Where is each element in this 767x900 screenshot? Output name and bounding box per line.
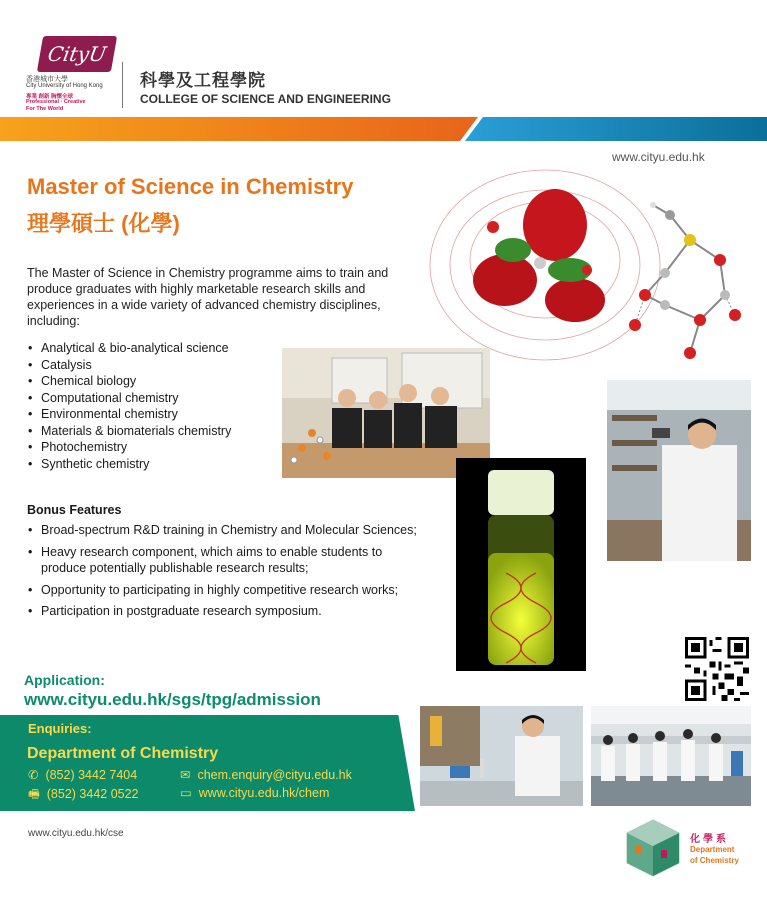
fax-number: (852) 3442 0522 <box>46 787 139 801</box>
web-icon: ▭ <box>180 786 192 800</box>
list-item: • Broad-spectrum R&D training in Chemistry and Molecular Sciences; <box>41 522 427 539</box>
fax-contact <box>28 785 139 806</box>
web-contact[interactable] <box>180 785 329 800</box>
email-contact[interactable] <box>180 767 352 782</box>
dept-name-cn: 化學系 <box>690 834 729 845</box>
bonus-heading: Bonus Features <box>27 503 122 517</box>
fluorescent-vial-photo <box>456 458 586 671</box>
application-heading: Application: <box>24 672 105 688</box>
programme-intro: The Master of Science in Chemistry programme aims to train and produce graduates with highly marketable research skills and experiences in a wide variety of advanced chemistry disciplines, including: <box>27 266 389 328</box>
dept-logo-icon <box>625 818 681 878</box>
phone-icon: ✆ <box>28 768 39 782</box>
list-item: • Computational chemistry <box>41 390 287 407</box>
email-icon: ✉ <box>180 768 191 782</box>
logo-tagline-cn: 專業 創新 胸懷全球 <box>26 94 74 100</box>
list-item: • Heavy research component, which aims to enable students to produce potentially publishable research results; <box>41 544 427 577</box>
molecule-illustration <box>425 155 760 370</box>
qr-code-icon[interactable] <box>685 637 749 701</box>
phone-contact[interactable] <box>28 767 137 782</box>
lab-experiment-photo <box>420 706 583 806</box>
cityu-logo: CityU <box>37 36 117 72</box>
list-item: • Materials & biomaterials chemistry <box>41 423 287 440</box>
college-name-cn: 科學及工程學院 <box>140 71 266 90</box>
college-name-en: COLLEGE OF SCIENCE AND ENGINEERING <box>140 92 391 106</box>
programme-title-cn: 理學碩士 (化學) <box>27 211 180 236</box>
enquiries-heading: Enquiries: <box>28 721 92 736</box>
list-item: • Opportunity to participating in highly competitive research works; <box>41 582 427 599</box>
application-url-link[interactable]: www.cityu.edu.hk/sgs/tpg/admission <box>24 690 321 709</box>
specialisation-list <box>27 340 287 472</box>
header-divider <box>122 62 123 108</box>
email-address: chem.enquiry@cityu.edu.hk <box>197 768 352 782</box>
dept-name-en-2: of Chemistry <box>690 856 739 865</box>
list-item: • Participation in postgraduate research symposium. <box>41 603 427 620</box>
web-address: www.cityu.edu.hk/chem <box>198 786 330 800</box>
logo-en: City University of Hong Kong <box>26 83 103 89</box>
website-top[interactable]: www.cityu.edu.hk <box>612 150 705 164</box>
phone-number: (852) 3442 7404 <box>45 768 138 782</box>
dept-name-en-1: Department <box>690 845 735 854</box>
list-item: • Chemical biology <box>41 373 287 390</box>
logo-cn: 香港城市大學 <box>26 76 68 83</box>
teaching-lab-photo <box>591 706 751 806</box>
fax-icon: 🖷 <box>28 787 40 801</box>
logo-tagline-1: Professional · Creative <box>26 99 86 105</box>
logo-tagline-2: For The World <box>26 106 64 112</box>
footer-url-link[interactable]: www.cityu.edu.hk/cse <box>28 828 124 839</box>
list-item: • Environmental chemistry <box>41 406 287 423</box>
department-name: Department of Chemistry <box>27 745 219 762</box>
list-item: • Synthetic chemistry <box>41 456 287 473</box>
list-item: • Catalysis <box>41 357 287 374</box>
bonus-list <box>27 522 427 625</box>
list-item: • Analytical & bio-analytical science <box>41 340 287 357</box>
list-item: • Photochemistry <box>41 439 287 456</box>
programme-title-en: Master of Science in Chemistry <box>27 174 354 199</box>
lab-researcher-photo <box>607 380 751 561</box>
header-stripe <box>0 117 767 141</box>
